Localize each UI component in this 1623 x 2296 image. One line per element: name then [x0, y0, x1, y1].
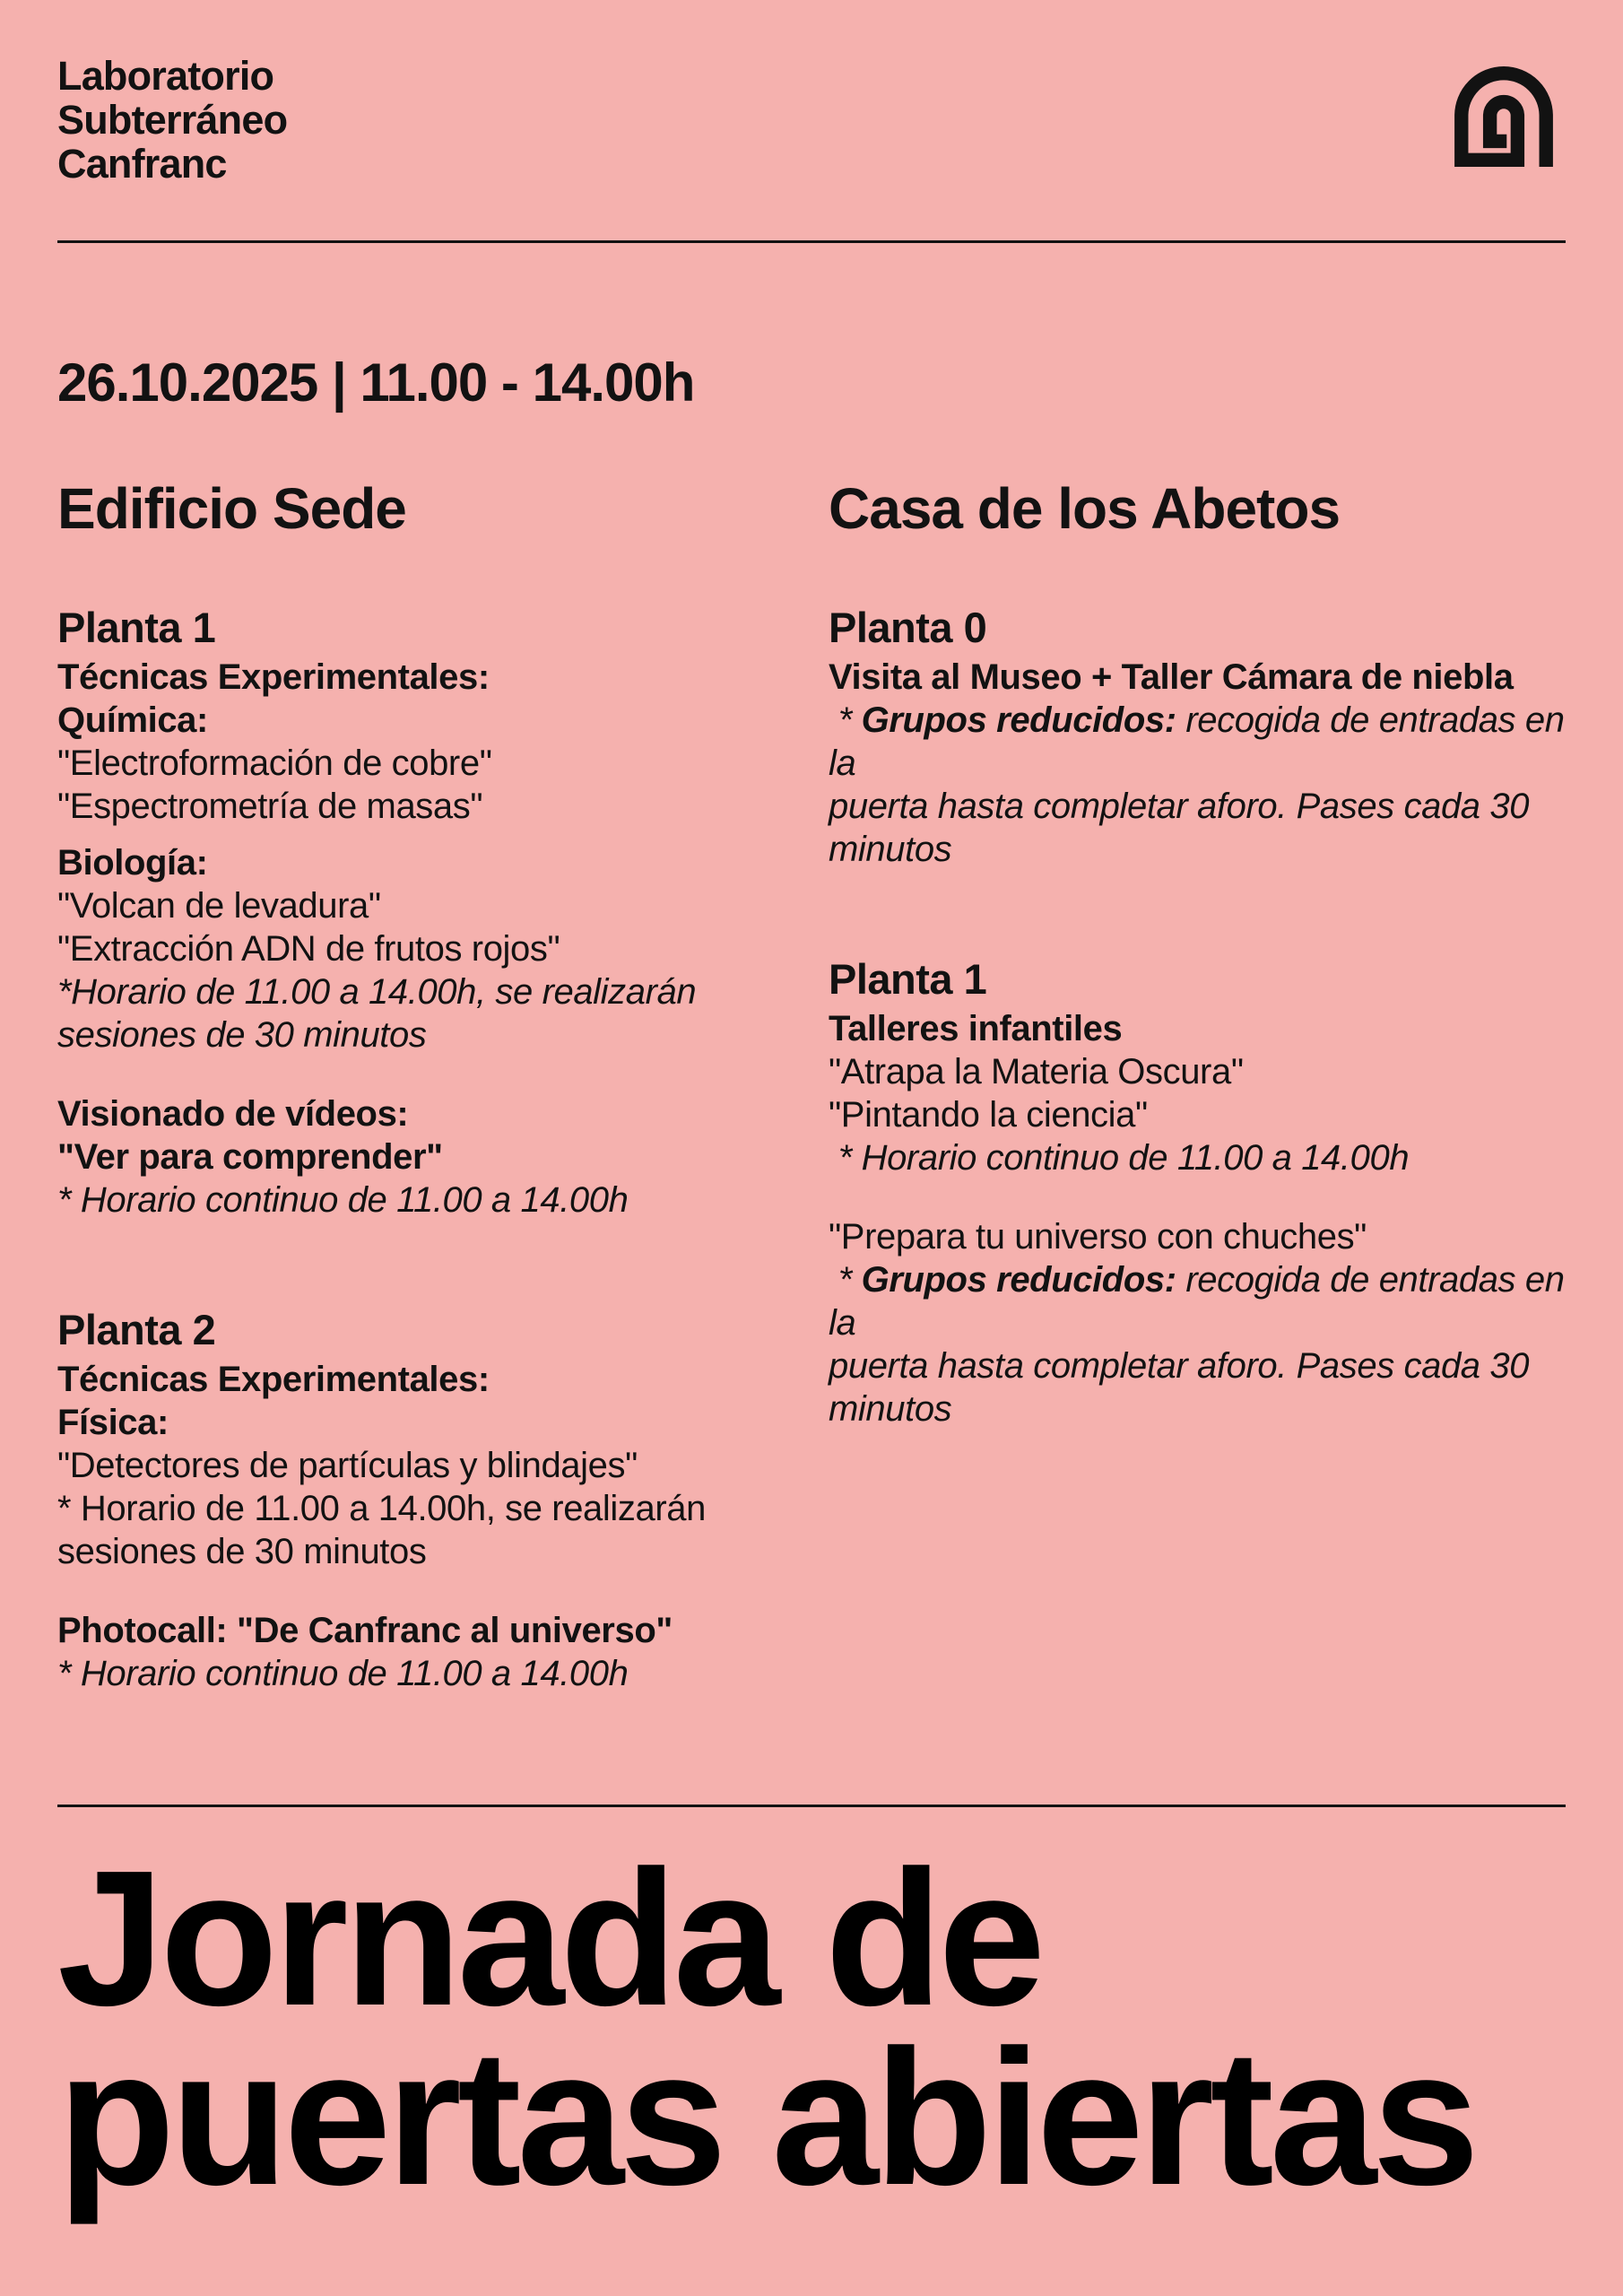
text-line: [57, 785, 794, 828]
text-run: "Espectrometría de masas": [57, 787, 483, 826]
text-line: [829, 1258, 1575, 1344]
text-line: [57, 1401, 794, 1444]
text-line: [57, 970, 794, 1013]
text-run: puerta hasta completar aforo. Pases cada 30: [829, 1346, 1530, 1386]
text-line: [57, 884, 794, 927]
text-run: Biología:: [57, 843, 208, 883]
activity-block: [57, 841, 794, 1057]
event-datetime: 26.10.2025 | 11.00 - 14.00h: [57, 352, 695, 413]
text-line: [829, 1136, 1566, 1179]
program-columns: [57, 476, 1575, 1709]
text-run: "Atrapa la Materia Oscura": [829, 1052, 1244, 1091]
text-run: sesiones de 30 minutos: [57, 1532, 427, 1571]
text-run: Técnicas Experimentales:: [57, 1360, 490, 1399]
text-line: [829, 1007, 1566, 1050]
text-run: recogida de entradas en la: [829, 1260, 1575, 1343]
text-line: [829, 699, 1575, 785]
activity-block: [829, 656, 1575, 871]
floor-section: [829, 955, 1575, 1431]
text-run: "Pintando la ciencia": [829, 1095, 1148, 1135]
text-line: [57, 1652, 794, 1695]
text-line: [829, 1215, 1566, 1258]
text-run: Técnicas Experimentales:: [57, 657, 490, 697]
bottom-divider: [57, 1805, 1566, 1807]
text-run: Física:: [57, 1403, 169, 1442]
text-line: [57, 1092, 794, 1135]
poster-title: [57, 1830, 1566, 2225]
text-run: *Horario de 11.00 a 14.00h, se realizarán: [57, 972, 697, 1012]
text-line: [57, 1487, 794, 1530]
poster-title-line: puertas abiertas: [57, 2009, 1476, 2225]
text-line: [829, 1093, 1566, 1136]
text-run: minutos: [829, 1389, 952, 1429]
text-run: *: [829, 700, 862, 740]
activity-block: [829, 1007, 1566, 1179]
text-run: sesiones de 30 minutos: [57, 1015, 427, 1055]
column-edificio-sede: [57, 476, 794, 1709]
text-run: Grupos reducidos:: [861, 1260, 1176, 1300]
text-run: * Horario continuo de 11.00 a 14.00h: [57, 1654, 629, 1693]
text-line: [57, 1530, 794, 1573]
text-line: [57, 1444, 794, 1487]
text-run: "Electroformación de cobre": [57, 744, 492, 783]
footer: [57, 1805, 1566, 2225]
text-run: "Volcan de levadura": [57, 886, 381, 926]
activity-block: [57, 1092, 794, 1222]
text-run: *: [829, 1260, 862, 1300]
text-line: [57, 742, 794, 785]
text-run: Visionado de vídeos:: [57, 1094, 409, 1134]
text-line: [57, 841, 794, 884]
column-sections: [829, 604, 1575, 1431]
text-line: [829, 828, 1566, 871]
activity-block: [57, 1609, 794, 1695]
brand-line: Laboratorio: [57, 53, 274, 99]
column-casa-de-los-abetos: [829, 476, 1575, 1709]
text-line: [57, 927, 794, 970]
activity-block: [57, 656, 794, 828]
text-line: [57, 656, 794, 699]
column-title: Edificio Sede: [57, 476, 406, 541]
brand-line: Subterráneo: [57, 97, 288, 143]
text-line: [57, 1358, 794, 1401]
poster-title-line: Jornada de: [57, 1830, 1042, 2046]
floor-heading: Planta 1: [829, 955, 987, 1003]
floor-heading: Planta 0: [829, 604, 987, 651]
floor-heading: Planta 1: [57, 604, 216, 651]
top-divider: [57, 240, 1566, 243]
text-run: recogida de entradas en la: [829, 700, 1575, 783]
tunnel-arch-icon: [1454, 66, 1553, 167]
text-run: "Extracción ADN de frutos rojos": [57, 929, 560, 969]
text-run: Química:: [57, 700, 208, 740]
floor-section: [57, 1306, 794, 1695]
text-run: Grupos reducidos:: [861, 700, 1176, 740]
text-run: "Ver para comprender": [57, 1137, 443, 1177]
text-run: Talleres infantiles: [829, 1009, 1123, 1048]
column-title: Casa de los Abetos: [829, 476, 1341, 541]
floor-heading: Planta 2: [57, 1306, 216, 1353]
text-line: [829, 1344, 1566, 1387]
column-sections: [57, 604, 794, 1695]
floor-section: [829, 604, 1575, 871]
floor-section: [57, 604, 794, 1222]
text-line: [829, 1050, 1566, 1093]
brand-wordmark: [57, 54, 287, 186]
text-run: "Prepara tu universo con chuches": [829, 1217, 1367, 1257]
text-line: [57, 699, 794, 742]
text-line: [57, 1178, 794, 1222]
header: [57, 38, 1566, 186]
activity-block: [57, 1358, 794, 1573]
text-line: [829, 785, 1566, 828]
text-run: * Horario de 11.00 a 14.00h, se realizarán: [57, 1489, 706, 1528]
text-run: Visita al Museo + Taller Cámara de niebla: [829, 657, 1514, 697]
text-run: Photocall: "De Canfranc al universo": [57, 1611, 673, 1650]
text-run: * Horario continuo de 11.00 a 14.00h: [829, 1138, 1410, 1178]
brand-line: Canfranc: [57, 141, 227, 187]
text-line: [57, 1013, 794, 1057]
text-line: [829, 1387, 1566, 1431]
text-run: "Detectores de partículas y blindajes": [57, 1446, 638, 1485]
text-line: [829, 656, 1566, 699]
activity-block: [829, 1215, 1575, 1431]
text-run: minutos: [829, 830, 952, 869]
text-run: * Horario continuo de 11.00 a 14.00h: [57, 1180, 629, 1220]
text-run: puerta hasta completar aforo. Pases cada 30: [829, 787, 1530, 826]
text-line: [57, 1135, 794, 1178]
text-line: [57, 1609, 794, 1652]
